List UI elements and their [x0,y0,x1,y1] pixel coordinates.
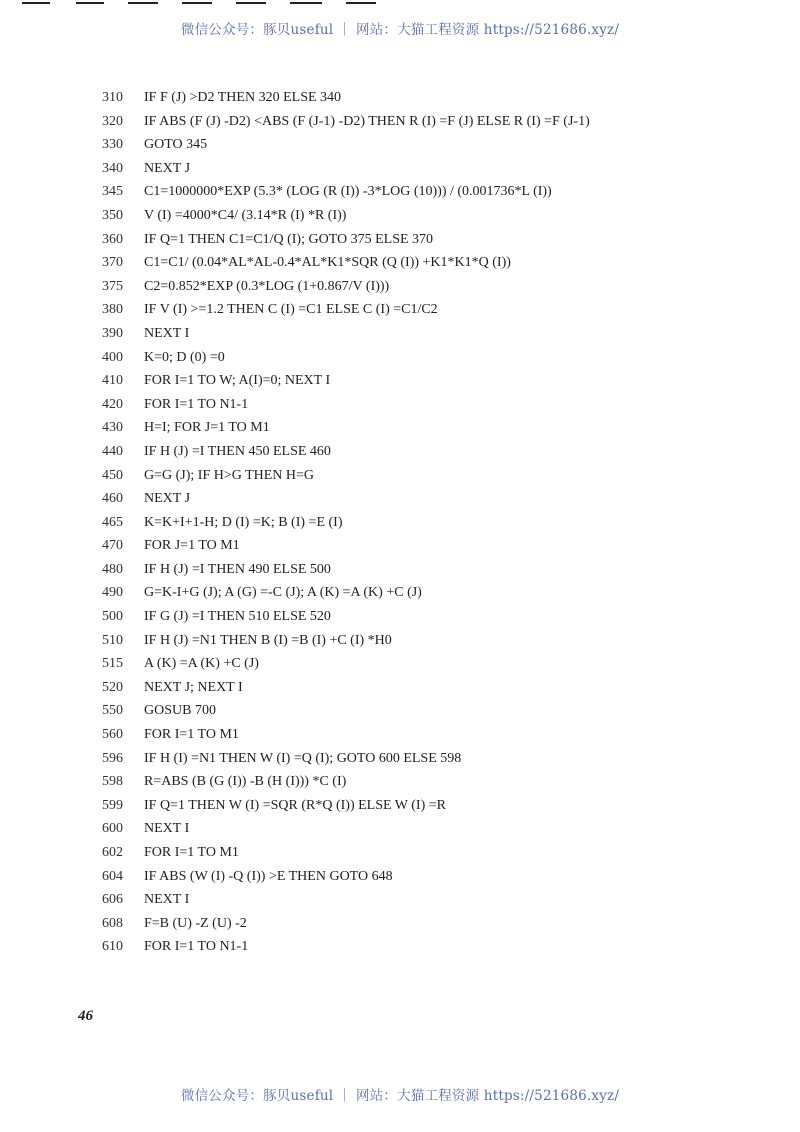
statement: V (I) =4000*C4/ (3.14*R (I) *R (I)) [144,207,347,223]
page-number: 46 [78,1008,93,1024]
line-number: 600 [102,821,123,837]
statement: NEXT J [144,491,191,507]
code-line [102,747,702,771]
line-number: 310 [102,90,123,105]
line-number: 470 [102,538,123,554]
code-line [102,770,702,794]
line-number: 410 [102,373,123,389]
code-line [102,393,702,417]
scan-edge-marks [0,0,800,6]
code-line [102,723,702,747]
code-line [102,298,702,322]
code-line [102,676,702,700]
line-number: 480 [102,561,123,577]
statement: FOR I=1 TO N1-1 [144,396,249,412]
watermark-top: 微信公众号：豚贝useful ｜ 网站：大猫工程资源 https://521686.xyz/ [180,22,620,38]
line-number: 430 [102,420,123,436]
statement: NEXT J [144,160,191,176]
code-line [102,581,702,605]
statement: IF ABS (W (I) -Q (I)) >E THEN GOTO 648 [144,868,393,884]
code-line [102,251,702,275]
line-number: 345 [102,184,123,200]
statement: NEXT I [144,892,190,908]
statement: IF H (J) =I THEN 490 ELSE 500 [144,561,331,577]
statement: IF G (J) =I THEN 510 ELSE 520 [144,609,331,625]
line-number: 440 [102,443,123,459]
statement: A (K) =A (K) +C (J) [144,656,259,672]
statement: IF H (J) =I THEN 450 ELSE 460 [144,443,331,459]
statement: IF F (J) >D2 THEN 320 ELSE 340 [144,90,342,105]
line-number: 340 [102,160,123,176]
line-number: 330 [102,137,123,153]
code-line [102,228,702,252]
statement: FOR I=1 TO W; A(I)=0; NEXT I [144,373,331,389]
code-line [102,180,702,204]
statement: C1=1000000*EXP (5.3* (LOG (R (I)) -3*LOG (10))) / (0.001736*L (I)) [144,184,552,200]
code-line [102,440,702,464]
statement: K=K+I+1-H; D (I) =K; B (I) =E (I) [144,514,343,530]
code-listing [102,86,702,959]
statement: IF Q=1 THEN W (I) =SQR (R*Q (I)) ELSE W (I) =R [144,797,446,813]
line-number: 375 [102,278,123,294]
line-number: 610 [102,939,123,955]
code-line [102,605,702,629]
code-line [102,86,702,110]
code-line [102,888,702,912]
code-line [102,841,702,865]
statement: C2=0.852*EXP (0.3*LOG (1+0.867/V (I))) [144,278,390,294]
code-line [102,110,702,134]
line-number: 380 [102,302,123,318]
statement: FOR I=1 TO N1-1 [144,939,249,955]
line-number: 550 [102,703,123,719]
code-line [102,204,702,228]
line-number: 598 [102,774,123,790]
line-number: 400 [102,349,123,365]
line-number: 350 [102,207,123,223]
line-number: 560 [102,727,123,743]
statement: F=B (U) -Z (U) -2 [144,915,247,931]
code-line [102,275,702,299]
line-number: 520 [102,679,123,695]
statement: K=0; D (0) =0 [144,349,225,365]
code-line [102,133,702,157]
code-line [102,629,702,653]
statement: IF H (I) =N1 THEN W (I) =Q (I); GOTO 600 ELSE 598 [144,750,462,766]
statement: G=G (J); IF H>G THEN H=G [144,467,315,483]
line-number: 490 [102,585,123,601]
line-number: 596 [102,750,123,766]
watermark-bottom: 微信公众号：豚贝useful ｜ 网站：大猫工程资源 https://521686.xyz/ [180,1088,620,1104]
code-line [102,935,702,959]
line-number: 602 [102,845,123,860]
code-line [102,794,702,818]
code-line [102,346,702,370]
code-line [102,322,702,346]
code-line [102,912,702,936]
statement: IF V (I) >=1.2 THEN C (I) =C1 ELSE C (I) =C1/C2 [144,302,438,318]
code-line [102,558,702,582]
code-line [102,511,702,535]
line-number: 420 [102,396,123,412]
statement: GOSUB 700 [144,703,216,719]
code-line [102,652,702,676]
line-number: 360 [102,231,123,247]
line-number: 510 [102,632,123,648]
code-line [102,534,702,558]
code-line [102,865,702,889]
line-number: 465 [102,514,123,530]
line-number: 608 [102,915,123,931]
statement: FOR I=1 TO M1 [144,727,239,743]
statement: H=I; FOR J=1 TO M1 [144,420,270,436]
line-number: 460 [102,491,123,507]
line-number: 500 [102,609,123,625]
statement: GOTO 345 [144,137,208,153]
code-line [102,464,702,488]
code-line [102,157,702,181]
statement: FOR J=1 TO M1 [144,538,240,554]
code-line [102,699,702,723]
line-number: 604 [102,868,123,884]
line-number: 390 [102,325,123,341]
code-line [102,817,702,841]
line-number: 320 [102,113,123,129]
statement: FOR I=1 TO M1 [144,845,239,860]
line-number: 599 [102,797,123,813]
statement: NEXT I [144,325,190,341]
statement: G=K-I+G (J); A (G) =-C (J); A (K) =A (K) +C (J) [144,585,422,601]
statement: R=ABS (B (G (I)) -B (H (I))) *C (I) [144,774,347,790]
statement: C1=C1/ (0.04*AL*AL-0.4*AL*K1*SQR (Q (I)) +K1*K1*Q (I)) [144,255,511,271]
statement: IF Q=1 THEN C1=C1/Q (I); GOTO 375 ELSE 370 [144,231,434,247]
code-line [102,369,702,393]
code-line [102,416,702,440]
line-number: 450 [102,467,123,483]
statement: IF ABS (F (J) -D2) <ABS (F (J-1) -D2) THEN R (I) =F (J) ELSE R (I) =F (J-1) [144,113,590,129]
line-number: 370 [102,255,123,271]
statement: NEXT I [144,821,190,837]
code-line [102,487,702,511]
line-number: 606 [102,892,123,908]
line-number: 515 [102,656,123,672]
statement: IF H (J) =N1 THEN B (I) =B (I) +C (I) *H0 [144,632,392,648]
statement: NEXT J; NEXT I [144,679,243,695]
